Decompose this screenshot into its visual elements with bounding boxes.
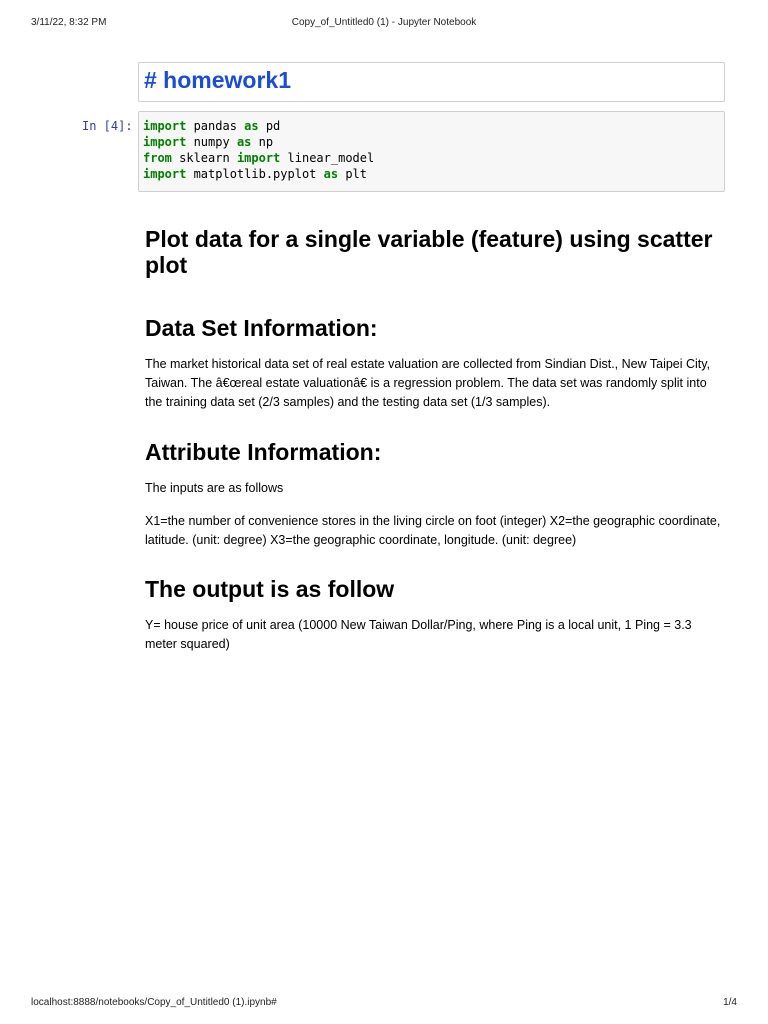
print-footer [31, 997, 737, 1011]
code-cell[interactable] [138, 111, 725, 192]
homework-heading: # homework1 [144, 67, 291, 93]
attribute-heading: Attribute Information: [145, 439, 382, 465]
print-page-title: Copy_of_Untitled0 (1) - Jupyter Notebook [291, 17, 477, 28]
print-datetime: 3/11/22, 8:32 PM [31, 17, 107, 28]
code-keyword: import [236, 151, 281, 165]
code-text: np [251, 135, 274, 149]
code-line [143, 150, 720, 166]
code-line [143, 134, 720, 150]
attribute-section [145, 439, 723, 550]
dataset-text: The market historical data set of real estate valuation are collected from Sindian Dist., New Taipei City, Taiwan. The â€œreal estate valuationâ€ is a regression problem. The data set was randomly split into the training data set (2/3 samples) and the testing data set (1/3 samples). [145, 357, 711, 409]
code-keyword: import [143, 135, 187, 149]
code-keyword: import [143, 167, 187, 181]
print-url: localhost:8888/notebooks/Copy_of_Untitled0 (1).ipynb# [31, 997, 277, 1008]
output-heading: The output is as follow [145, 576, 395, 602]
output-text: Y= house price of unit area (10000 New Taiwan Dollar/Ping, where Ping is a local unit, 1 Ping = 3.3 meter squared) [145, 618, 692, 651]
code-keyword: import [143, 119, 187, 133]
code-text: numpy [186, 135, 237, 149]
code-text: matplotlib.pyplot [186, 167, 324, 181]
code-text: pd [258, 119, 281, 133]
inputs-intro: The inputs are as follows [145, 481, 284, 495]
code-text: sklearn [171, 151, 237, 165]
code-line [143, 118, 720, 134]
code-keyword: as [323, 167, 339, 181]
output-section [145, 576, 723, 654]
markdown-cell-homework[interactable] [138, 62, 725, 102]
dataset-section [145, 315, 723, 412]
code-keyword: as [236, 135, 252, 149]
code-line [143, 166, 720, 182]
inputs-text: X1=the number of convenience stores in the living circle on foot (integer) X2=the geographic coordinate, latitude. (unit: degree) X3=the geographic coordinate, longitude. (unit: degree) [145, 514, 721, 547]
print-page-number: 1/4 [723, 997, 737, 1008]
code-keyword: as [244, 119, 259, 133]
print-header [31, 17, 737, 31]
code-keyword: from [143, 151, 172, 165]
dataset-heading: Data Set Information: [145, 315, 378, 341]
plot-section [145, 226, 723, 278]
code-cell-prompt: In [4]: [82, 119, 133, 133]
code-text: linear_model [280, 151, 375, 165]
code-text: pandas [186, 119, 245, 133]
plot-title: Plot data for a single variable (feature) using scatter plot [145, 226, 713, 278]
code-text: plt [338, 167, 367, 181]
